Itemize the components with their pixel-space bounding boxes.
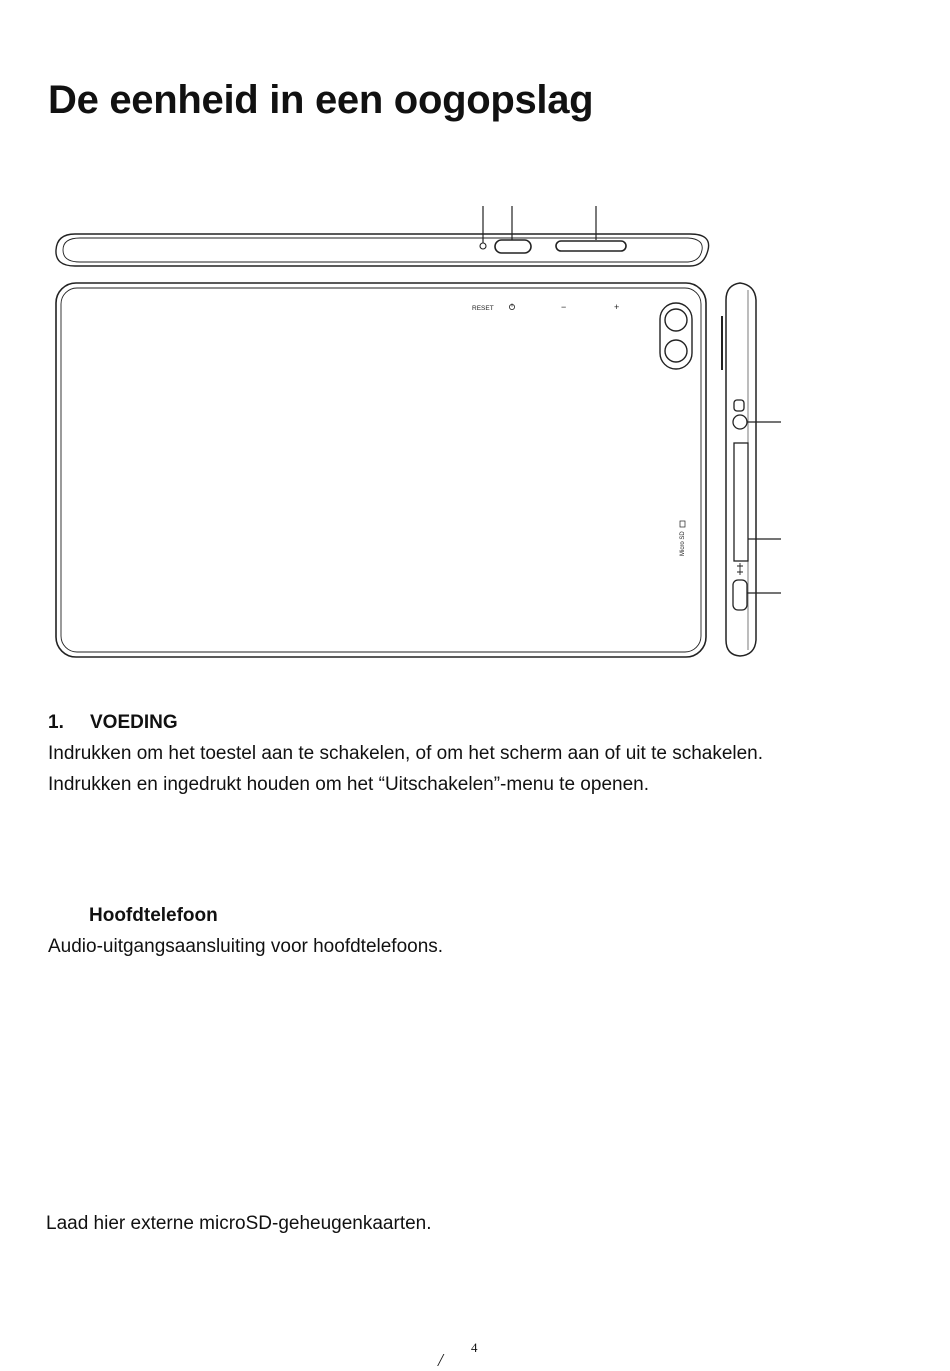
headphone-jack xyxy=(733,400,747,429)
power-button xyxy=(495,240,531,253)
volume-rocker xyxy=(556,241,626,251)
top-edge-view xyxy=(56,234,709,266)
page-number: 4 xyxy=(471,1340,478,1355)
minus-label: − xyxy=(561,302,567,312)
power-section-heading: VOEDING xyxy=(90,712,178,733)
camera-module xyxy=(660,303,692,369)
headphone-section-heading: Hoofdtelefoon xyxy=(89,905,218,926)
headphone-description: Audio-uitgangsaansluiting voor hoofdtelefoons. xyxy=(48,936,444,957)
reset-hole xyxy=(480,243,486,249)
power-description-line-2: Indrukken en ingedrukt houden om het “Uitschakelen”-menu te openen. xyxy=(48,774,649,795)
reset-label: RESET xyxy=(472,305,494,312)
microsd-description: Laad hier externe microSD-geheugenkaarten. xyxy=(46,1213,432,1234)
power-description-line-1: Indrukken om het toestel aan te schakelen, of om het scherm aan of uit te schakelen. xyxy=(48,743,764,764)
top-leader-lines xyxy=(483,206,596,243)
side-view xyxy=(722,283,756,656)
power-icon xyxy=(509,304,514,310)
footer-mark: / xyxy=(438,1350,444,1370)
microsd-slot xyxy=(734,443,748,561)
microsd-label: Micro SD xyxy=(680,531,686,556)
page-title: De eenheid in een oogopslag xyxy=(48,78,594,122)
microsd-icon xyxy=(680,521,685,527)
back-view xyxy=(56,283,706,657)
usb-port xyxy=(733,563,747,610)
device-diagram xyxy=(0,195,950,670)
side-leader-lines xyxy=(747,422,781,593)
plus-label: + xyxy=(614,302,620,312)
power-section-number: 1. xyxy=(48,712,64,733)
